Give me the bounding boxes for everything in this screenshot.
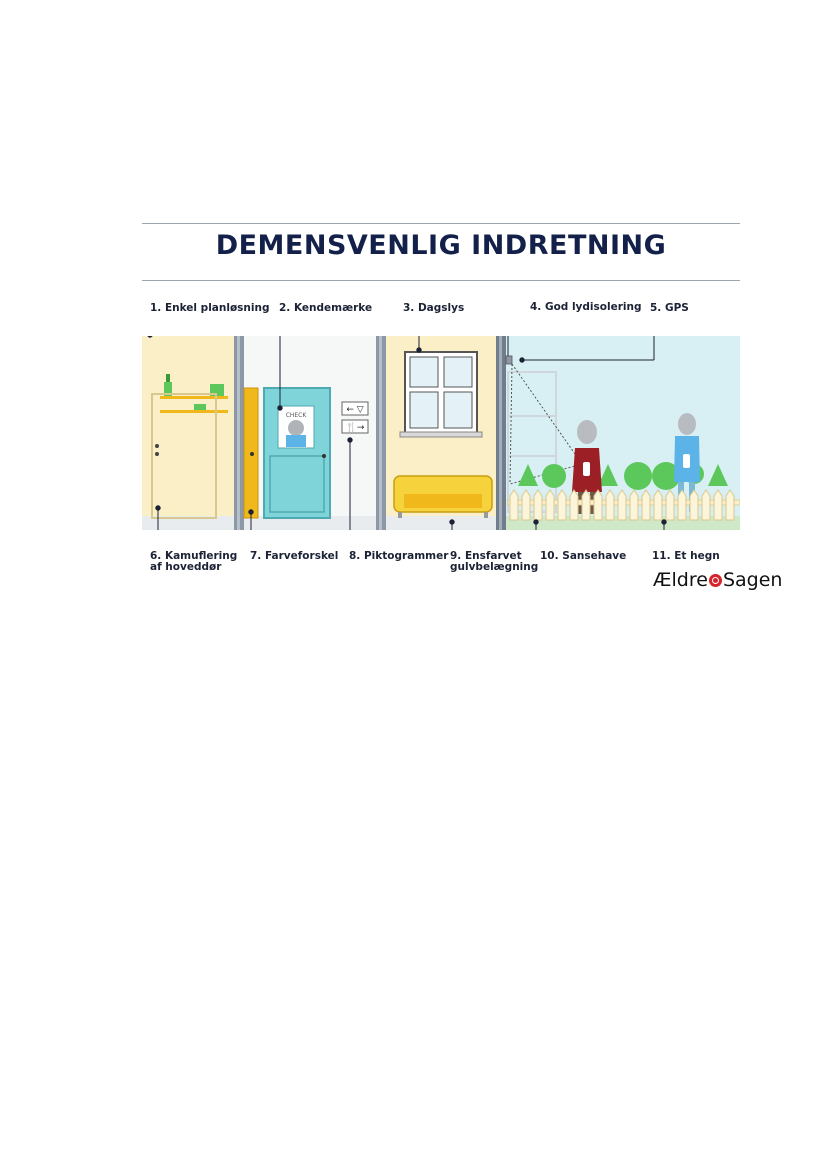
label-6b: af hoveddør xyxy=(150,561,222,573)
label-8: 8. Piktogrammer xyxy=(349,550,449,562)
page-title: DEMENSVENLIG INDRETNING xyxy=(215,230,667,261)
label-5: 5. GPS xyxy=(650,302,689,314)
fence-picket xyxy=(558,490,566,520)
fence-picket xyxy=(606,490,614,520)
label-7: 7. Farveforskel xyxy=(250,550,339,562)
label-4: 4. God lydisolering xyxy=(530,301,642,313)
fence-picket xyxy=(726,490,734,520)
fence-picket xyxy=(546,490,554,520)
fence-picket xyxy=(534,490,542,520)
fence-picket xyxy=(678,490,686,520)
fence-picket xyxy=(654,490,662,520)
bottom-rule xyxy=(142,280,740,281)
label-11: 11. Et hegn xyxy=(652,550,720,562)
svg-text:← ▽: ← ▽ xyxy=(346,405,364,415)
fence-picket xyxy=(714,490,722,520)
door-sign-text: CHECK xyxy=(285,412,307,419)
fence-picket xyxy=(642,490,650,520)
top-rule xyxy=(142,223,740,224)
logo-part2: Sagen xyxy=(722,569,783,591)
fence-picket xyxy=(594,490,602,520)
label-9b: gulvbelægning xyxy=(450,561,539,573)
label-6a: 6. Kamuflering xyxy=(150,550,238,562)
logo-ring-icon xyxy=(709,574,722,587)
label-9a: 9. Ensfarvet xyxy=(450,550,522,562)
svg-text:🍴→: 🍴→ xyxy=(345,423,365,433)
label-3: 3. Dagslys xyxy=(403,302,465,314)
fence-picket xyxy=(582,490,590,520)
label-10: 10. Sansehave xyxy=(540,550,627,562)
fence-picket xyxy=(522,490,530,520)
illustration xyxy=(142,336,740,530)
fence-picket xyxy=(570,490,578,520)
fence-picket xyxy=(690,490,698,520)
fence-picket xyxy=(510,490,518,520)
logo-part1: Ældre xyxy=(653,569,708,591)
aeldre-sagen-logo xyxy=(653,569,782,591)
fence-picket xyxy=(666,490,674,520)
fence-picket xyxy=(630,490,638,520)
fence-picket xyxy=(702,490,710,520)
fence-picket xyxy=(618,490,626,520)
label-1: 1. Enkel planløsning xyxy=(150,302,270,314)
label-2: 2. Kendemærke xyxy=(279,302,373,314)
